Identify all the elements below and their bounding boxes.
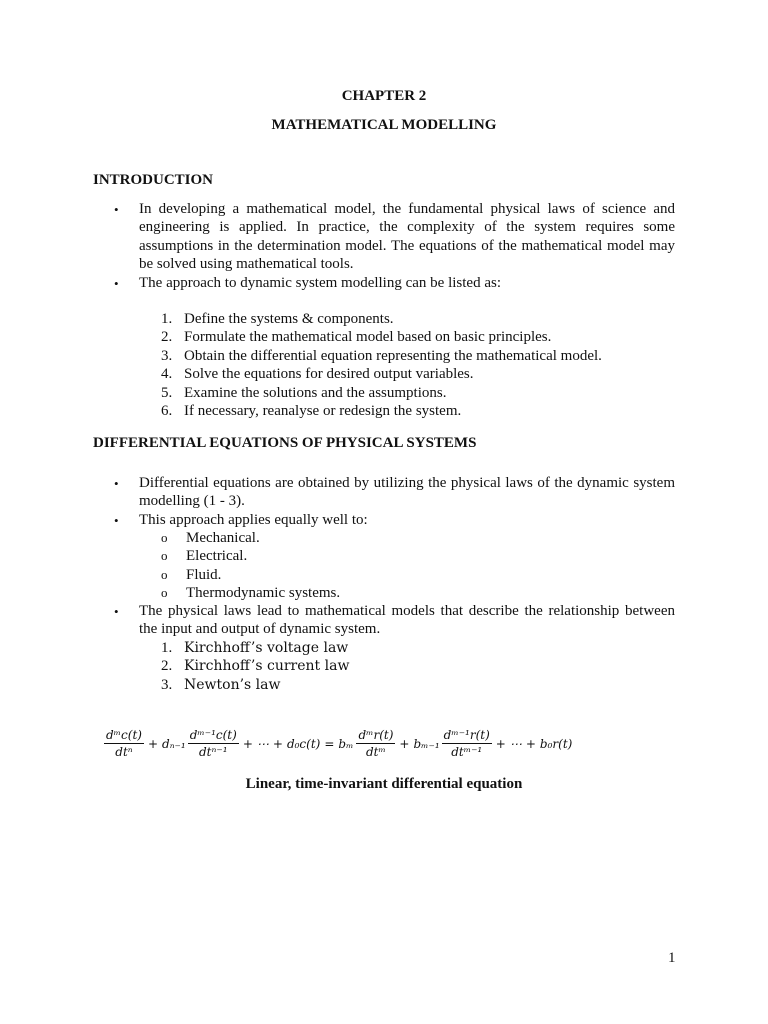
intro-paragraph-1 bbox=[139, 200, 675, 274]
list-number: 3. bbox=[161, 676, 173, 693]
list-text: Formulate the mathematical model based on basic principles. bbox=[184, 329, 552, 346]
fraction-term bbox=[188, 728, 239, 759]
fraction-term bbox=[442, 728, 492, 759]
fraction-term bbox=[356, 728, 395, 759]
introduction-heading: INTRODUCTION bbox=[93, 172, 214, 188]
list-text: Electrical. bbox=[186, 548, 248, 565]
chapter-label: CHAPTER 2 bbox=[341, 88, 427, 104]
diffeq-paragraph-2: This approach applies equally well to: bbox=[139, 512, 368, 528]
term: b₀r(t) bbox=[539, 736, 573, 751]
list-item bbox=[161, 566, 340, 584]
list-item bbox=[161, 328, 602, 346]
system-types-list bbox=[161, 529, 340, 603]
bullet-marker: • bbox=[114, 276, 119, 291]
text-line: modelling (1 - 3). bbox=[139, 493, 245, 510]
list-marker: o bbox=[161, 530, 168, 545]
list-text: If necessary, reanalyse or redesign the system. bbox=[184, 403, 462, 420]
diffeq-paragraph-3 bbox=[139, 602, 675, 639]
list-item bbox=[161, 676, 349, 694]
list-item bbox=[161, 657, 349, 675]
ellipsis: ⋯ bbox=[256, 736, 269, 751]
list-marker: o bbox=[161, 566, 168, 582]
list-item bbox=[161, 384, 602, 402]
list-marker: o bbox=[161, 585, 168, 601]
list-number: 3. bbox=[161, 347, 173, 364]
list-text: Fluid. bbox=[186, 566, 222, 583]
list-text: Examine the solutions and the assumptions. bbox=[184, 384, 447, 401]
numerator: dᵐ⁻¹r(t) bbox=[443, 728, 490, 742]
bullet-marker: • bbox=[114, 476, 119, 491]
operator: + bbox=[399, 736, 410, 751]
ellipsis: ⋯ bbox=[509, 736, 522, 751]
denominator: dtᵐ bbox=[366, 745, 386, 759]
list-text: Kirchhoff’s current law bbox=[184, 658, 350, 675]
list-text: Obtain the differential equation representing the mathematical model. bbox=[184, 347, 602, 364]
coefficient: bₘ bbox=[338, 736, 354, 751]
differential-equation bbox=[104, 728, 664, 768]
term: d₀c(t) bbox=[286, 736, 321, 751]
list-number: 2. bbox=[161, 329, 173, 346]
list-number: 6. bbox=[161, 403, 173, 420]
list-item bbox=[161, 365, 602, 383]
intro-paragraph-2: The approach to dynamic system modelling can be listed as: bbox=[139, 275, 501, 291]
text-line: assumptions in the determination model. The equations of the mathematical model may bbox=[139, 237, 675, 254]
differential-equations-heading: DIFFERENTIAL EQUATIONS OF PHYSICAL SYSTEMS bbox=[93, 435, 477, 451]
chapter-title: MATHEMATICAL MODELLING bbox=[271, 117, 497, 133]
list-number: 5. bbox=[161, 384, 173, 401]
list-item bbox=[161, 402, 602, 420]
list-number: 2. bbox=[161, 658, 173, 675]
list-marker: o bbox=[161, 548, 168, 564]
list-text: Define the systems & components. bbox=[184, 311, 394, 327]
list-item bbox=[161, 310, 602, 328]
coefficient: dₙ₋₁ bbox=[162, 736, 186, 751]
list-text: Newton’s law bbox=[184, 676, 281, 693]
operator: + bbox=[495, 736, 506, 751]
list-item bbox=[161, 584, 340, 602]
coefficient: bₘ₋₁ bbox=[413, 736, 440, 751]
numerator: dᵐc(t) bbox=[106, 728, 142, 742]
text-line: The physical laws lead to mathematical models that describe the relationship between bbox=[139, 603, 675, 619]
list-text: Thermodynamic systems. bbox=[186, 585, 341, 602]
equation-caption: Linear, time-invariant differential equation bbox=[245, 776, 523, 792]
bullet-marker: • bbox=[114, 202, 119, 217]
list-number: 1. bbox=[161, 311, 173, 327]
bullet-marker: • bbox=[114, 604, 119, 619]
bullet-marker: • bbox=[114, 513, 119, 528]
physical-laws-list bbox=[161, 639, 349, 694]
text-line: Differential equations are obtained by utilizing the physical laws of the dynamic system bbox=[139, 475, 675, 491]
text-line: be solved using mathematical tools. bbox=[139, 256, 354, 273]
list-text: Kirchhoff’s voltage law bbox=[184, 640, 349, 656]
diffeq-paragraph-1 bbox=[139, 474, 675, 511]
list-item bbox=[161, 639, 349, 657]
operator: + bbox=[242, 736, 253, 751]
equals-sign: = bbox=[324, 736, 335, 751]
list-number: 1. bbox=[161, 640, 173, 656]
operator: + bbox=[525, 736, 536, 751]
list-text: Solve the equations for desired output variables. bbox=[184, 366, 474, 383]
numerator: dᵐr(t) bbox=[358, 728, 394, 742]
denominator: dtⁿ bbox=[115, 745, 133, 759]
list-item bbox=[161, 547, 340, 565]
list-number: 4. bbox=[161, 366, 173, 383]
text-line: In developing a mathematical model, the fundamental physical laws of science and bbox=[139, 201, 675, 217]
operator: + bbox=[147, 736, 159, 751]
list-item bbox=[161, 529, 340, 547]
denominator: dtⁿ⁻¹ bbox=[199, 745, 228, 759]
page-number: 1 bbox=[668, 950, 676, 966]
fraction-term bbox=[104, 728, 144, 759]
modelling-steps-list bbox=[161, 310, 602, 420]
text-line: engineering is applied. In practice, the complexity of the system requires some bbox=[139, 219, 675, 236]
operator: + bbox=[272, 736, 283, 751]
list-item bbox=[161, 347, 602, 365]
numerator: dᵐ⁻¹c(t) bbox=[189, 728, 237, 742]
list-text: Mechanical. bbox=[186, 530, 260, 546]
denominator: dtᵐ⁻¹ bbox=[451, 745, 483, 759]
text-line: the input and output of dynamic system. bbox=[139, 621, 381, 638]
